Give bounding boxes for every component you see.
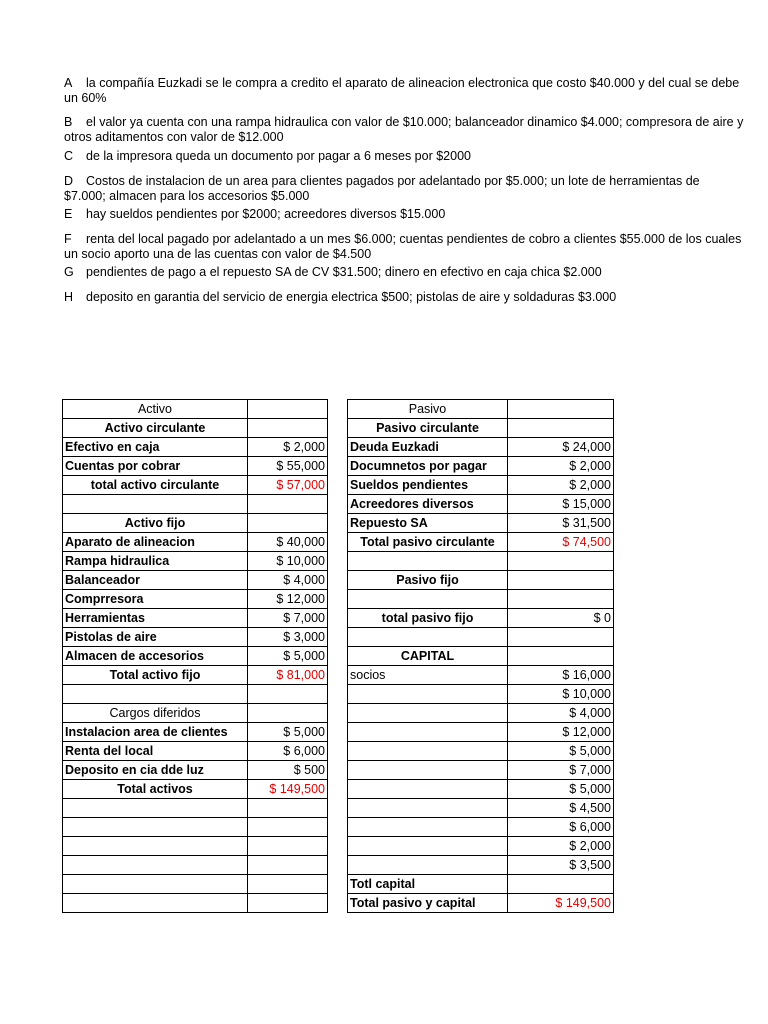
table-row (63, 685, 614, 704)
note-c (64, 149, 744, 164)
note-text: Costos de instalacion de un area para clientes pagados por adelantado por $5.000; un lote de herramientas de $7.000; almacen para los accesorios $5.000 (64, 174, 700, 203)
table-row (63, 438, 614, 457)
pasivo-value-cell (508, 590, 614, 609)
pasivo-value-cell: $ 5,000 (508, 742, 614, 761)
activo-value-cell: $ 40,000 (248, 533, 328, 552)
activo-label-cell (63, 894, 248, 913)
spacer-cell (328, 533, 348, 552)
pasivo-label-cell: Totl capital (348, 875, 508, 894)
spacer-cell (328, 875, 348, 894)
note-text: deposito en garantia del servicio de energia electrica $500; pistolas de aire y soldaduras $3.000 (86, 290, 617, 304)
note-letter: E (64, 207, 73, 221)
activo-value-cell: $ 4,000 (248, 571, 328, 590)
activo-value-cell (248, 495, 328, 514)
spacer-cell (328, 400, 348, 419)
activo-value-cell (248, 799, 328, 818)
pasivo-label-cell (348, 590, 508, 609)
pasivo-label-cell (348, 856, 508, 875)
pasivo-label-cell (348, 685, 508, 704)
note-b (64, 115, 744, 145)
table-row (63, 609, 614, 628)
spacer-cell (328, 628, 348, 647)
note-text: la compañía Euzkadi se le compra a credito el aparato de alineacion electronica que costo $40.000 y del cual se debe un 60% (64, 76, 740, 105)
pasivo-label-cell (348, 818, 508, 837)
pasivo-label-cell: Total pasivo y capital (348, 894, 508, 913)
pasivo-value-cell: $ 74,500 (508, 533, 614, 552)
activo-label-cell: Comprresora (63, 590, 248, 609)
activo-label-cell: Pistolas de aire (63, 628, 248, 647)
pasivo-label-cell: Deuda Euzkadi (348, 438, 508, 457)
spacer-cell (328, 799, 348, 818)
note-text: renta del local pagado por adelantado a un mes $6.000; cuentas pendientes de cobro a clientes $55.000 de los cuales un socio aporto una de las cuentas con valor de $4.500 (64, 232, 742, 261)
note-e (64, 207, 744, 222)
table-row (63, 723, 614, 742)
pasivo-value-cell (508, 647, 614, 666)
note-text: hay sueldos pendientes por $2000; acreedores diversos $15.000 (86, 207, 446, 221)
activo-value-cell: $ 10,000 (248, 552, 328, 571)
activo-value-cell (248, 818, 328, 837)
activo-value-cell (248, 837, 328, 856)
pasivo-label-cell (348, 837, 508, 856)
activo-value-cell (248, 856, 328, 875)
activo-value-cell: $ 57,000 (248, 476, 328, 495)
balance-sheet-table (62, 399, 614, 913)
table-row (63, 761, 614, 780)
table-row (63, 571, 614, 590)
activo-value-cell: $ 3,000 (248, 628, 328, 647)
spacer-cell (328, 438, 348, 457)
pasivo-label-cell (348, 742, 508, 761)
spacer-cell (328, 818, 348, 837)
pasivo-value-cell: $ 16,000 (508, 666, 614, 685)
spacer-cell (328, 457, 348, 476)
activo-label-cell: Herramientas (63, 609, 248, 628)
activo-label-cell: Activo fijo (63, 514, 248, 533)
pasivo-value-cell (508, 571, 614, 590)
note-letter: A (64, 76, 73, 90)
note-text: de la impresora queda un documento por pagar a 6 meses por $2000 (86, 149, 471, 163)
pasivo-label-cell (348, 799, 508, 818)
table-row (63, 704, 614, 723)
activo-label-cell: Balanceador (63, 571, 248, 590)
note-letter: G (64, 265, 74, 279)
pasivo-value-cell: $ 149,500 (508, 894, 614, 913)
activo-label-cell: Cuentas por cobrar (63, 457, 248, 476)
pasivo-label-cell (348, 552, 508, 571)
activo-label-cell: Activo circulante (63, 419, 248, 438)
table-row (63, 894, 614, 913)
activo-label-cell: Total activo fijo (63, 666, 248, 685)
table-row (63, 742, 614, 761)
activo-label-cell: Almacen de accesorios (63, 647, 248, 666)
activo-label-cell: Rampa hidraulica (63, 552, 248, 571)
table-row (63, 495, 614, 514)
pasivo-label-cell: Repuesto SA (348, 514, 508, 533)
pasivo-value-cell: $ 31,500 (508, 514, 614, 533)
pasivo-label-cell: Acreedores diversos (348, 495, 508, 514)
pasivo-label-cell (348, 761, 508, 780)
activo-label-cell (63, 837, 248, 856)
activo-value-cell (248, 419, 328, 438)
activo-label-cell: Renta del local (63, 742, 248, 761)
spacer-cell (328, 761, 348, 780)
pasivo-value-cell (508, 628, 614, 647)
pasivo-label-cell: Sueldos pendientes (348, 476, 508, 495)
note-letter: D (64, 174, 74, 188)
activo-value-cell: $ 2,000 (248, 438, 328, 457)
pasivo-value-cell: $ 3,500 (508, 856, 614, 875)
activo-label-cell: Total activos (63, 780, 248, 799)
note-f (64, 232, 744, 262)
pasivo-label-cell: Pasivo (348, 400, 508, 419)
pasivo-value-cell: $ 0 (508, 609, 614, 628)
pasivo-value-cell (508, 419, 614, 438)
spacer-cell (328, 419, 348, 438)
pasivo-value-cell (508, 400, 614, 419)
table-row (63, 476, 614, 495)
pasivo-label-cell: total pasivo fijo (348, 609, 508, 628)
pasivo-value-cell (508, 552, 614, 571)
table-row (63, 666, 614, 685)
note-text: pendientes de pago a el repuesto SA de CV $31.500; dinero en efectivo en caja chica $2.000 (86, 265, 602, 279)
spacer-cell (328, 685, 348, 704)
spacer-cell (328, 723, 348, 742)
activo-value-cell (248, 514, 328, 533)
pasivo-label-cell (348, 628, 508, 647)
table-row (63, 628, 614, 647)
pasivo-value-cell: $ 4,500 (508, 799, 614, 818)
spacer-cell (328, 609, 348, 628)
spacer-cell (328, 590, 348, 609)
activo-label-cell (63, 495, 248, 514)
spacer-cell (328, 495, 348, 514)
table-row (63, 837, 614, 856)
activo-label-cell: Activo (63, 400, 248, 419)
activo-value-cell: $ 81,000 (248, 666, 328, 685)
activo-value-cell: $ 500 (248, 761, 328, 780)
pasivo-label-cell: Pasivo circulante (348, 419, 508, 438)
pasivo-value-cell: $ 12,000 (508, 723, 614, 742)
spacer-cell (328, 571, 348, 590)
activo-label-cell: total activo circulante (63, 476, 248, 495)
pasivo-value-cell: $ 10,000 (508, 685, 614, 704)
pasivo-label-cell: CAPITAL (348, 647, 508, 666)
activo-value-cell: $ 6,000 (248, 742, 328, 761)
spacer-cell (328, 514, 348, 533)
spacer-cell (328, 704, 348, 723)
pasivo-label-cell: Documnetos por pagar (348, 457, 508, 476)
table-row (63, 856, 614, 875)
spacer-cell (328, 856, 348, 875)
pasivo-value-cell (508, 875, 614, 894)
pasivo-value-cell: $ 24,000 (508, 438, 614, 457)
note-letter: H (64, 290, 74, 304)
activo-label-cell (63, 799, 248, 818)
activo-label-cell: Efectivo en caja (63, 438, 248, 457)
spacer-cell (328, 742, 348, 761)
activo-value-cell: $ 5,000 (248, 647, 328, 666)
table-row (63, 590, 614, 609)
activo-value-cell: $ 55,000 (248, 457, 328, 476)
pasivo-label-cell: Pasivo fijo (348, 571, 508, 590)
table-row (63, 647, 614, 666)
pasivo-label-cell: Total pasivo circulante (348, 533, 508, 552)
spacer-cell (328, 894, 348, 913)
activo-label-cell: Aparato de alineacion (63, 533, 248, 552)
activo-value-cell: $ 5,000 (248, 723, 328, 742)
table-row (63, 533, 614, 552)
pasivo-label-cell (348, 704, 508, 723)
table-row (63, 780, 614, 799)
pasivo-value-cell: $ 15,000 (508, 495, 614, 514)
spacer-cell (328, 647, 348, 666)
pasivo-value-cell: $ 5,000 (508, 780, 614, 799)
table-row (63, 514, 614, 533)
pasivo-value-cell: $ 2,000 (508, 837, 614, 856)
spacer-cell (328, 552, 348, 571)
table-row (63, 799, 614, 818)
activo-label-cell (63, 685, 248, 704)
pasivo-value-cell: $ 2,000 (508, 457, 614, 476)
activo-value-cell (248, 685, 328, 704)
activo-value-cell: $ 149,500 (248, 780, 328, 799)
pasivo-value-cell: $ 6,000 (508, 818, 614, 837)
activo-value-cell (248, 875, 328, 894)
spacer-cell (328, 837, 348, 856)
pasivo-label-cell (348, 723, 508, 742)
spacer-cell (328, 780, 348, 799)
pasivo-value-cell: $ 4,000 (508, 704, 614, 723)
activo-label-cell: Deposito en cia dde luz (63, 761, 248, 780)
activo-label-cell (63, 856, 248, 875)
pasivo-value-cell: $ 2,000 (508, 476, 614, 495)
table-row (63, 457, 614, 476)
note-h (64, 290, 744, 305)
activo-value-cell (248, 704, 328, 723)
note-a (64, 76, 744, 106)
activo-label-cell: Instalacion area de clientes (63, 723, 248, 742)
table-row (63, 875, 614, 894)
note-d (64, 174, 744, 204)
table-row (63, 552, 614, 571)
activo-label-cell: Cargos diferidos (63, 704, 248, 723)
note-text: el valor ya cuenta con una rampa hidraulica con valor de $10.000; balanceador dinamico $4.000; compresora de aire y otros aditamentos con valor de $12.000 (64, 115, 744, 144)
spacer-cell (328, 666, 348, 685)
pasivo-label-cell: socios (348, 666, 508, 685)
note-letter: B (64, 115, 73, 129)
note-g (64, 265, 744, 280)
spacer-cell (328, 476, 348, 495)
table-row (63, 419, 614, 438)
activo-value-cell: $ 7,000 (248, 609, 328, 628)
activo-value-cell (248, 894, 328, 913)
activo-value-cell (248, 400, 328, 419)
note-letter: C (64, 149, 74, 163)
activo-value-cell: $ 12,000 (248, 590, 328, 609)
table-row (63, 818, 614, 837)
note-letter: F (64, 232, 72, 246)
table-row (63, 400, 614, 419)
pasivo-value-cell: $ 7,000 (508, 761, 614, 780)
activo-label-cell (63, 875, 248, 894)
activo-label-cell (63, 818, 248, 837)
pasivo-label-cell (348, 780, 508, 799)
